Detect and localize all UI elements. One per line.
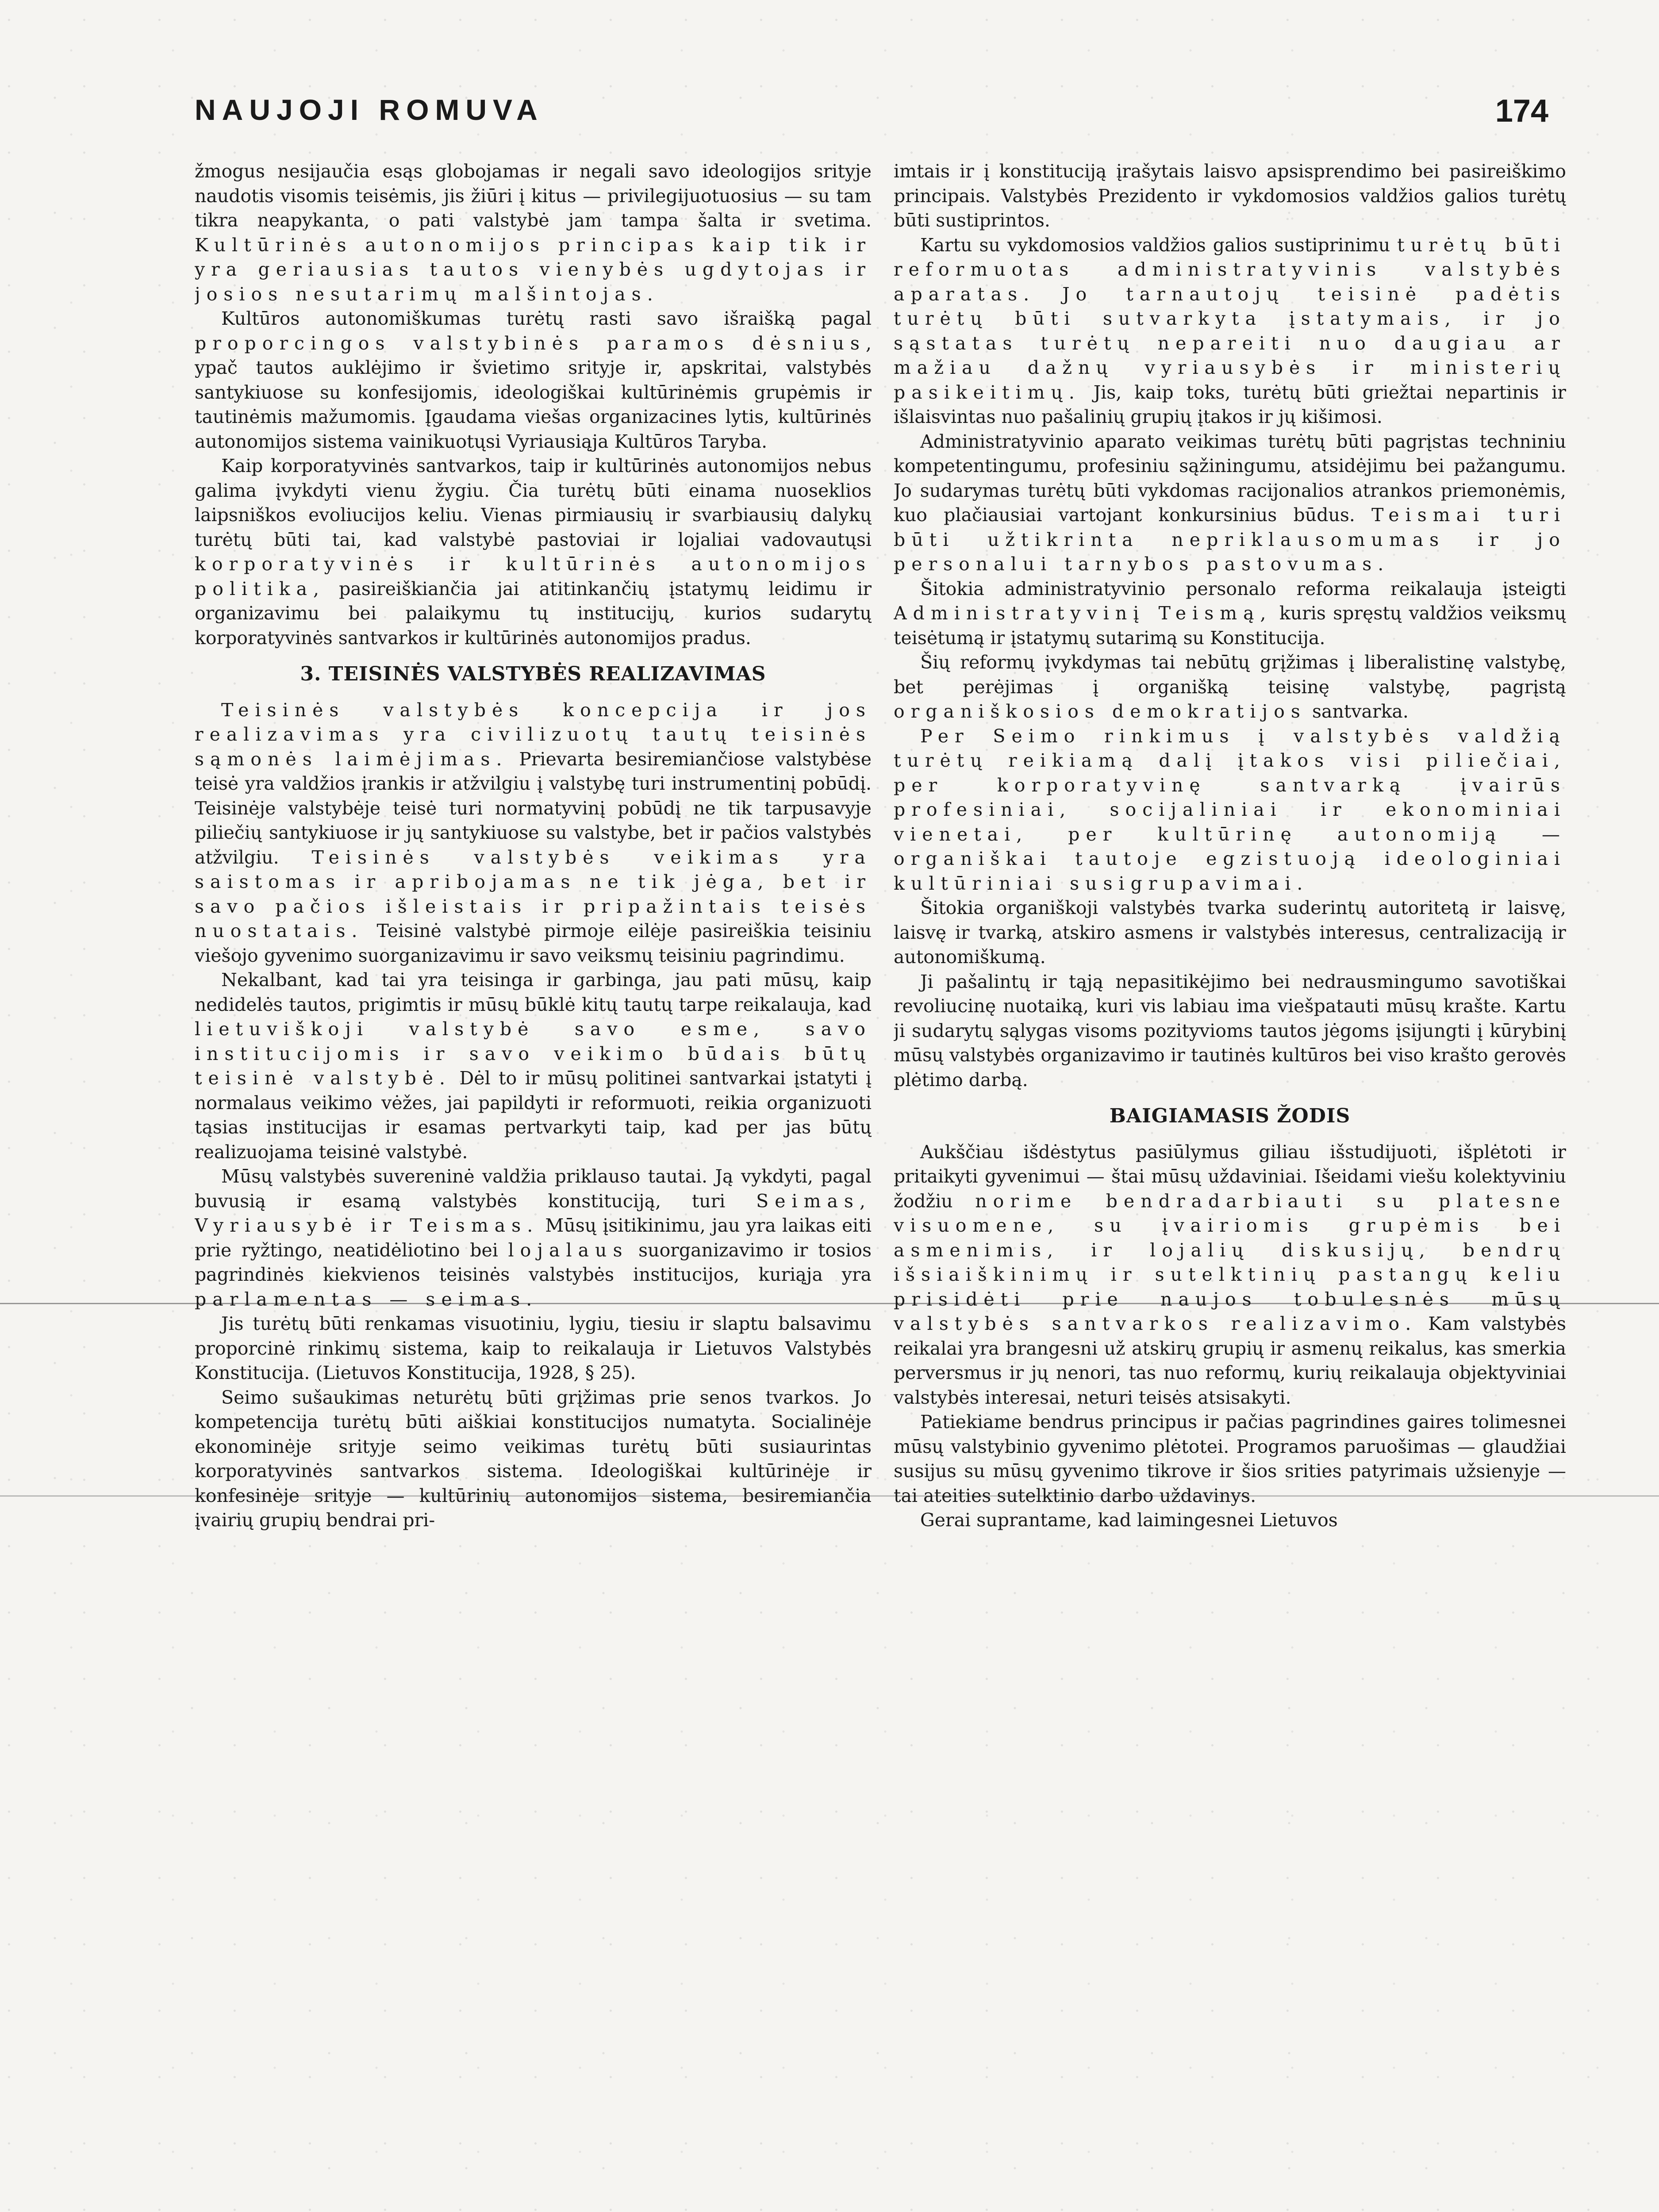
text-run: Mūsų įsitikinimu, jau yra laikas eiti prie ryžtingo, neatidėliotino bei	[195, 1215, 872, 1261]
text-run: Kam valstybės reikalai yra brangesni už atskirų grupių ir asmenų reikalus, kas smerkia perversmus ir jų nenori, tas nuo reformų, kurių reikalauja objektyviniai valstybės interesai, neturi teisės atsisakyti.	[894, 1313, 1566, 1408]
text-run: Administratyvinio aparato veikimas turėtų būti pagrįstas techniniu kompetentingumu, profesiniu sąžiningumu, atsidėjimu bei pažangumu. Jo sudarymas turėtų būti vykdomas racijonalios atrankos priemonėmis, kuo plačiausiai vartojant konkursinius būdus.	[894, 430, 1566, 526]
text-run: suorganizavimo ir tosios pagrindinės kiekvienos teisinės valstybės institucijos, kuriąja yra	[195, 1239, 872, 1285]
spaced-emphasis-text: Teisinės valstybės veikimas yra saistomas ir apribojamas ne tik jėga, bet ir savo pačios išleistais ir pripažintais teisės nuostatais.	[195, 846, 872, 941]
left-column	[195, 159, 872, 2194]
page-number: 174	[1495, 93, 1548, 129]
spaced-emphasis-text: Per Seimo rinkimus į valstybės valdžią turėtų reikiamą dalį įtakos visi piliečiai, per korporatyvinę santvarką įvairūs profesiniai, socijaliniai ir ekonominiai vienetai, per kultūrinę autonomiją — organiškai tautoje egzistuoją ideologiniai kultūriniai susigrupavimai.	[894, 725, 1566, 894]
spaced-emphasis-text: parlamentas — seimas.	[195, 1288, 538, 1310]
text-run: Gerai suprantame, kad laimingesnei Lietuvos	[920, 1509, 1338, 1531]
text-run: Kartu su vykdomosios valdžios galios sustiprinimu	[920, 234, 1398, 256]
spaced-emphasis-text: Kultūrinės autonomijos principas kaip tik ir yra geriausias tautos vienybės ugdytojas ir josios nesutarimų malšintojas.	[195, 234, 872, 305]
text-run: Aukščiau išdėstytus pasiūlymus giliau išstudijuoti, išplėtoti ir pritaikyti gyvenimui — štai mūsų uždaviniai. Išeidami viešu kolektyviniu žodžiu	[894, 1141, 1566, 1212]
text-run: , pasireiškiančia jai atitinkančių įstatymų leidimu ir organizavimu bei palaikymu tų institucijų, kurios sudarytų korporatyvinės santvarkos ir kultūrinės autonomijos pradus.	[195, 578, 872, 649]
page-header	[195, 93, 1548, 142]
paragraph	[894, 430, 1566, 577]
spaced-emphasis-text: proporcingos valstybinės paramos dėsnius	[195, 332, 866, 354]
spaced-emphasis-text: Teisinės valstybės koncepcija ir jos realizavimas yra civilizuotų tautų teisinės sąmonės laimėjimas.	[195, 699, 872, 770]
paragraph	[894, 970, 1566, 1093]
paragraph	[195, 307, 872, 454]
text-run: Ji pašalintų ir tąją nepasitikėjimo bei nedrausmingumo savotiškai revoliucinę nuotaiką, kuri vis labiau ima viešpatauti mūsų krašte. Kartu ji sudarytų sąlygas visoms pozityvioms tautos jėgoms įsijungti į kūrybinį mūsų valstybės organizavimo ir tautinės kultūros bei viso krašto gerovės plėtimo darbą.	[894, 971, 1566, 1091]
text-run: Prievarta besiremiančiose valstybėse teisė yra valdžios įrankis ir atžvilgiu į valstybę turi instrumentinį pobūdį. Teisinėje valstybėje teisė turi normatyvinį pobūdį ne tik tarpusavyje piliečių santykiuose ir jų santykiuose su valstybe, bet ir pačios valstybės atžvilgiu.	[195, 748, 872, 868]
text-run: žmogus nesijaučia esąs globojamas ir negali savo ideologijos srityje naudotis visomis teisėmis, jis žiūri į kitus — privilegijuotuosius — su tam tikra neapykanta, o pati valstybė jam tampa šalta ir svetima.	[195, 161, 872, 231]
text-run	[1035, 284, 1062, 305]
text-run: Teisinė valstybė pirmoje eilėje pasireiškia teisiniu viešojo gyvenimo suorganizavimu ir savo veiksmų teisiniu pagrindimu.	[195, 920, 872, 966]
paragraph	[894, 1410, 1566, 1508]
spaced-emphasis-text: Seimas, Vyriausybė ir Teismas.	[195, 1190, 872, 1236]
text-run: Jis turėtų būti renkamas visuotiniu, lygiu, tiesiu ir slaptu balsavimu proporcinė rinkimų sistema, kaip to reikalauja ir Lietuvos Valstybės Konstitucija. (Lietuvos Konstitucija, 1928, § 25).	[195, 1313, 872, 1383]
paragraph	[894, 650, 1566, 724]
paragraph	[894, 233, 1566, 430]
spaced-emphasis-text: Administratyvinį Teismą,	[894, 603, 1272, 624]
text-run: Nekalbant, kad tai yra teisinga ir garbinga, jau pati mūsų, kaip nedidelės tautos, prigimtis ir mūsų būklė kitų tautų tarpe reikalauja, kad	[195, 969, 872, 1015]
paragraph	[195, 968, 872, 1164]
spaced-emphasis-text: lietuviškoji valstybė savo esme, savo institucijomis ir savo veikimo būdais būtų teisinė valstybė.	[195, 1018, 872, 1089]
paragraph	[894, 159, 1566, 233]
text-run: Šitokia administratyvinio personalo reforma reikalauja įsteigti	[920, 578, 1566, 599]
text-run: Dėl to ir mūsų politinei santvarkai įstatyti į normalaus veikimo vėžes, jai papildyti ir reformuoti, reikia organizuoti tąsias institucijas ir esamas pertvarkyti taip, kad per jas būtų realizuojama teisinė valstybė.	[195, 1068, 872, 1163]
spaced-emphasis-text: korporatyvinės ir kultūrinės autonomijos politika	[195, 553, 872, 599]
text-run: imtais ir į konstituciją įrašytais laisvo apsisprendimo bei pasireiškimo principais. Valstybės Prezidento ir vykdomosios valdžios galios turėtų būti sustiprintos.	[894, 161, 1566, 231]
text-run: Šių reformų įvykdymas tai nebūtų grįžimas į liberalistinę valstybę, bet perėjimas į organišką teisinę valstybę, pagrįstą	[894, 652, 1566, 698]
section-heading: BAIGIAMASIS ŽODIS	[1109, 1105, 1351, 1127]
text-run: Kaip korporatyvinės santvarkos, taip ir kultūrinės autonomijos nebus galima įvykdyti vienu žygiu. Čia turėtų būti einama nuoseklios laipsniškos evoliucijos keliu. Vienas pirmiausių ir svarbiausių dalykų turėtų būti tai, kad valstybė pastoviai ir lojaliai vadovautųsi	[195, 455, 872, 550]
spaced-emphasis-text: norime bendradarbiauti su platesne visuomene, su įvairiomis grupėmis bei asmenimis, ir lojalių diskusijų, bendrų išsiaiškinimų ir sutelktinių pastangų keliu prisidėti prie naujos tobulesnės mūsų valstybės santvarkos realizavimo.	[894, 1190, 1566, 1334]
paragraph	[195, 1312, 872, 1386]
paragraph	[195, 698, 872, 968]
right-column	[894, 159, 1566, 2194]
spaced-emphasis-text: lojalaus	[508, 1239, 629, 1261]
paragraph	[195, 454, 872, 650]
spaced-emphasis-text: Teismai turi būti užtikrinta nepriklausomumas ir jo personalui tarnybos pastovumas.	[894, 504, 1566, 575]
masthead: NAUJOJI ROMUVA	[195, 93, 544, 126]
paragraph	[195, 1164, 872, 1312]
text-run: kuris spręstų valdžios veiksmų teisėtumą ir įstatymų sutarimą su Konstitucija.	[894, 603, 1566, 649]
spaced-emphasis-text: organiškosios demokratijos	[894, 701, 1306, 722]
paragraph	[894, 1140, 1566, 1410]
spaced-emphasis-text: turėtų būti reformuotas administratyvinis valstybės aparatas.	[894, 234, 1566, 305]
text-run: Jis, kaip toks, turėtų būti griežtai nepartinis ir išlaisvintas nuo pašalinių grupių įtakos ir jų kišimosi.	[894, 381, 1566, 427]
spaced-emphasis-text: Jo tarnautojų teisinė padėtis turėtų būti sutvarkyta įstatymais, ir jo sąstatas turėtų nepareiti nuo daugiau ar mažiau dažnų vyriausybės ir ministerių pasikeitimų.	[894, 283, 1566, 403]
paragraph	[195, 159, 872, 307]
paragraph	[894, 577, 1566, 651]
paragraph	[894, 896, 1566, 970]
text-run: santvarka.	[1306, 701, 1409, 722]
paragraph	[195, 1386, 872, 1533]
text-run: Mūsų valstybės suvereninė valdžia priklauso tautai. Ją vykdyti, pagal buvusią ir esamą valstybės konstituciją, turi	[195, 1166, 872, 1212]
paragraph	[894, 1508, 1566, 1533]
text-run: , ypač tautos auklėjimo ir švietimo srityje ir, apskritai, valstybės santykiuose su konfesijomis, ideologiškai kultūrinėmis grupėmis ir tautinėmis mažumomis. Įgaudama viešas organizacines lytis, kultūrinės autonomijos sistema vainikuotųsi Vyriausiąja Kultūros Taryba.	[195, 332, 872, 452]
text-run: Kultūros autonomiškumas turėtų rasti savo išraišką pagal	[221, 308, 872, 329]
text-run: Šitokia organiškoji valstybės tvarka suderintų autoritetą ir laisvę, laisvę ir tvarką, atskiro asmens ir valstybės interesus, centralizaciją ir autonomiškumą.	[894, 897, 1566, 968]
text-run: Patiekiame bendrus principus ir pačias pagrindines gaires tolimesnei mūsų valstybinio gyvenimo plėtotei. Programos paruošimas — glaudžiai susijus su mūsų gyvenimo tikrove ir šios srities patyrimais užsienyje — tai ateities sutelktinio darbo uždavinys.	[894, 1411, 1566, 1506]
text-run: Seimo sušaukimas neturėtų būti grįžimas prie senos tvarkos. Jo kompetencija turėtų būti aiškiai konstitucijos numatyta. Socialinėje ekonominėje srityje seimo veikimas turėtų būti susiaurintas korporatyvinės santvarkos sistema. Ideologiškai kultūrinėje ir konfesinėje srityje — kultūrinių autonomijos sistema, besiremiančia įvairių grupių bendrai pri-	[195, 1386, 872, 1531]
paragraph	[894, 724, 1566, 896]
section-heading: 3. TEISINĖS VALSTYBĖS REALIZAVIMAS	[300, 663, 766, 685]
